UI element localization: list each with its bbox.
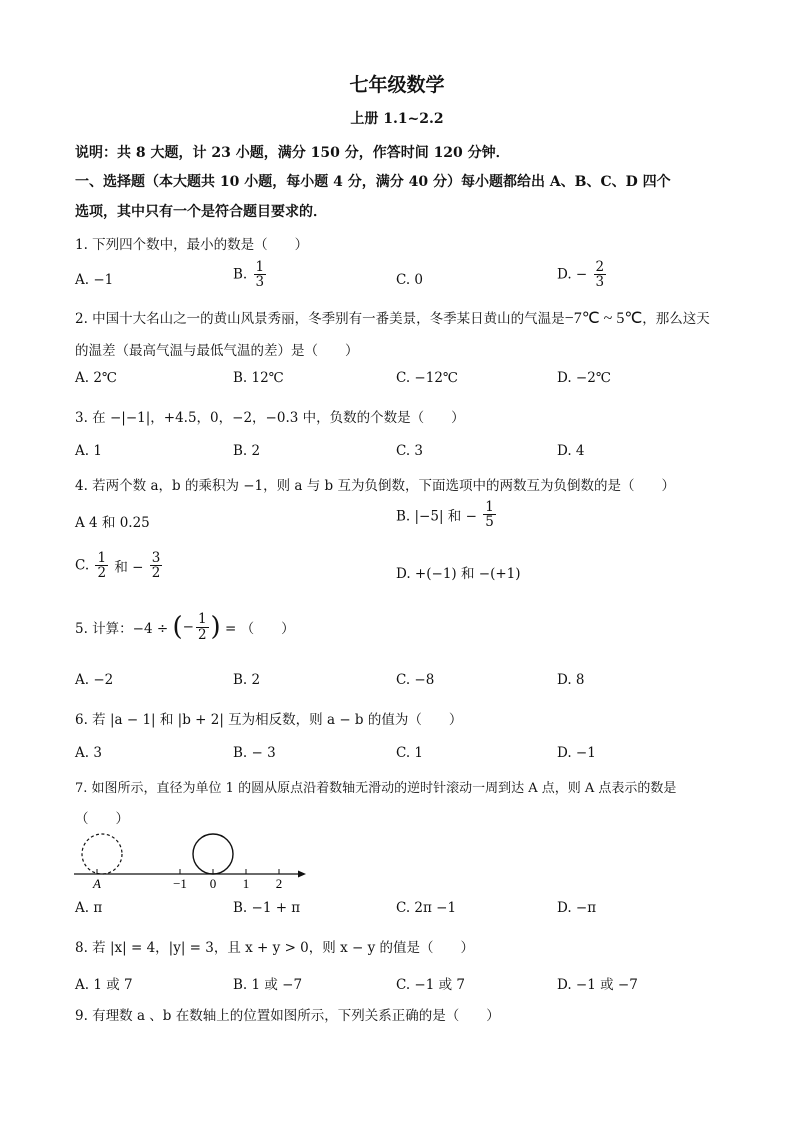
q4-c-fraction-2 (150, 551, 163, 580)
q7-label-0: 0 (209, 876, 217, 891)
q1-option-c: C. 0 (396, 272, 424, 288)
q7-option-d: D. −π (557, 900, 597, 916)
q4-c-mid: 和 − (114, 559, 144, 576)
q7-label-a: A (93, 876, 101, 891)
q7-axis-arrow (298, 871, 306, 878)
q1-b-fraction (254, 260, 267, 289)
q5-option-d: D. 8 (557, 672, 585, 688)
q4-stem: 4. 若两个数 a，b 的乘积为 −1，则 a 与 b 互为负倒数，下面选项中的两数互为负倒数的是（ ） (75, 478, 675, 494)
q4-b-fraction (483, 500, 496, 529)
q7-line2: （ ） (75, 811, 129, 827)
q5-frac-num: 1 (197, 611, 207, 628)
q1-stem: 1. 下列四个数中，最小的数是（ ） (75, 237, 309, 253)
q4-option-a: A 4 和 0.25 (75, 515, 150, 531)
q2-option-a: A. 2℃ (75, 370, 118, 386)
q3-option-d: D. 4 (557, 443, 585, 459)
q5-stem-b: = （ ） (225, 621, 295, 637)
q6-option-a: A. 3 (75, 745, 102, 761)
q3-option-a: A. 1 (75, 443, 102, 459)
q3-option-b: B. 2 (233, 443, 261, 459)
q3-stem: 3. 在 −|−1|，+4.5，0，−2，−0.3 中，负数的个数是（ ） (75, 410, 465, 426)
q4-c-num-1: 1 (97, 550, 107, 566)
section1-line2: 选项，其中只有一个是符合题目要求的． (75, 204, 327, 220)
q5-option-a: A. −2 (75, 672, 114, 688)
q4-option-d: D. +(−1) 和 −(+1) (396, 566, 521, 582)
page-title: 七年级数学 (349, 74, 445, 96)
q4-c-den-1: 2 (97, 565, 107, 582)
q1-option-a: A. −1 (75, 272, 114, 288)
q4-c-num-2: 3 (151, 550, 161, 566)
q5-stem-a: 5. 计算：−4 ÷ (75, 621, 169, 637)
q8-option-c: C. −1 或 7 (396, 977, 466, 993)
q5-minus: − (182, 619, 194, 635)
q1-b-label: B. (233, 266, 248, 283)
q4-b-label: B. |−5| 和 − (396, 508, 477, 525)
q4-c-fraction-1 (95, 551, 108, 580)
q2-option-d: D. −2℃ (557, 370, 611, 386)
q3-option-c: C. 3 (396, 443, 424, 459)
instructions: 说明：共 8 大题，计 23 小题，满分 150 分，作答时间 120 分钟． (75, 145, 510, 161)
section1-line1: 一、选择题（本大题共 10 小题，每小题 4 分，满分 40 分）每小题都给出 A、B、C、D 四个 (75, 174, 671, 190)
q4-b-den: 5 (485, 514, 494, 531)
q7-dashed-circle (82, 834, 122, 874)
q7-label-2: 2 (275, 876, 283, 891)
q2-option-c: C. −12℃ (396, 370, 459, 386)
q1-d-num: 2 (595, 259, 605, 275)
q5-left-paren: ( (172, 612, 183, 642)
q1-option-b (233, 260, 268, 289)
q5-option-c: C. −8 (396, 672, 435, 688)
q5-fraction (196, 612, 209, 641)
q7-number-line-figure (70, 828, 310, 894)
q1-d-den: 3 (595, 274, 605, 291)
q5-right-paren: ) (210, 612, 221, 642)
q7-label-neg1: −1 (173, 876, 187, 891)
q1-d-fraction (594, 260, 607, 289)
q4-c-den-2: 2 (151, 565, 161, 582)
q2-option-b: B. 12℃ (233, 370, 284, 386)
q6-option-d: D. −1 (557, 745, 596, 761)
q7-label-1: 1 (242, 876, 250, 891)
q2-line1b: ，那么这天 (642, 311, 710, 327)
q8-stem: 8. 若 |x| = 4，|y| = 3，且 x + y > 0，则 x − y 的值是（ ） (75, 940, 474, 956)
q6-stem: 6. 若 |a − 1| 和 |b + 2| 互为相反数，则 a − b 的值为（ ） (75, 712, 463, 728)
q2-line1a: 2. 中国十大名山之一的黄山风景秀丽，冬季别有一番美景，冬季某日黄山的气温是 (75, 311, 565, 327)
q7-option-b: B. −1 + π (233, 900, 301, 916)
q5-frac-den: 2 (197, 626, 207, 643)
page-subtitle: 上册 1.1~2.2 (350, 111, 444, 127)
q5-option-b: B. 2 (233, 672, 261, 688)
q7-solid-circle (193, 834, 233, 874)
q2-line2: 的温差（最高气温与最低气温的差）是（ ） (75, 343, 359, 359)
q5-stem (75, 612, 295, 642)
q4-option-c (75, 551, 164, 580)
q6-option-b: B. − 3 (233, 745, 276, 761)
q2-temperature-range: −7℃ ~ 5℃ (564, 310, 643, 327)
q1-d-label: D. − (557, 266, 588, 283)
q2-line1 (75, 307, 710, 328)
q1-b-num: 1 (255, 259, 265, 275)
q4-b-num: 1 (485, 499, 494, 515)
q9-stem: 9. 有理数 a 、b 在数轴上的位置如图所示，下列关系正确的是（ ） (75, 1008, 500, 1024)
q8-option-d: D. −1 或 −7 (557, 977, 638, 993)
q4-c-label: C. (75, 557, 90, 574)
q4-option-b (396, 500, 498, 529)
q7-line1: 7. 如图所示，直径为单位 1 的圆从原点沿着数轴无滑动的逆时针滚动一周到达 A 点，则 A 点表示的数是 (75, 781, 677, 796)
q8-option-b: B. 1 或 −7 (233, 977, 303, 993)
q7-option-a: A. π (75, 900, 103, 916)
q8-option-a: A. 1 或 7 (75, 977, 133, 993)
q1-option-d (557, 260, 608, 289)
q6-option-c: C. 1 (396, 745, 424, 761)
q7-option-c: C. 2π −1 (396, 900, 457, 916)
q1-b-den: 3 (255, 274, 265, 291)
